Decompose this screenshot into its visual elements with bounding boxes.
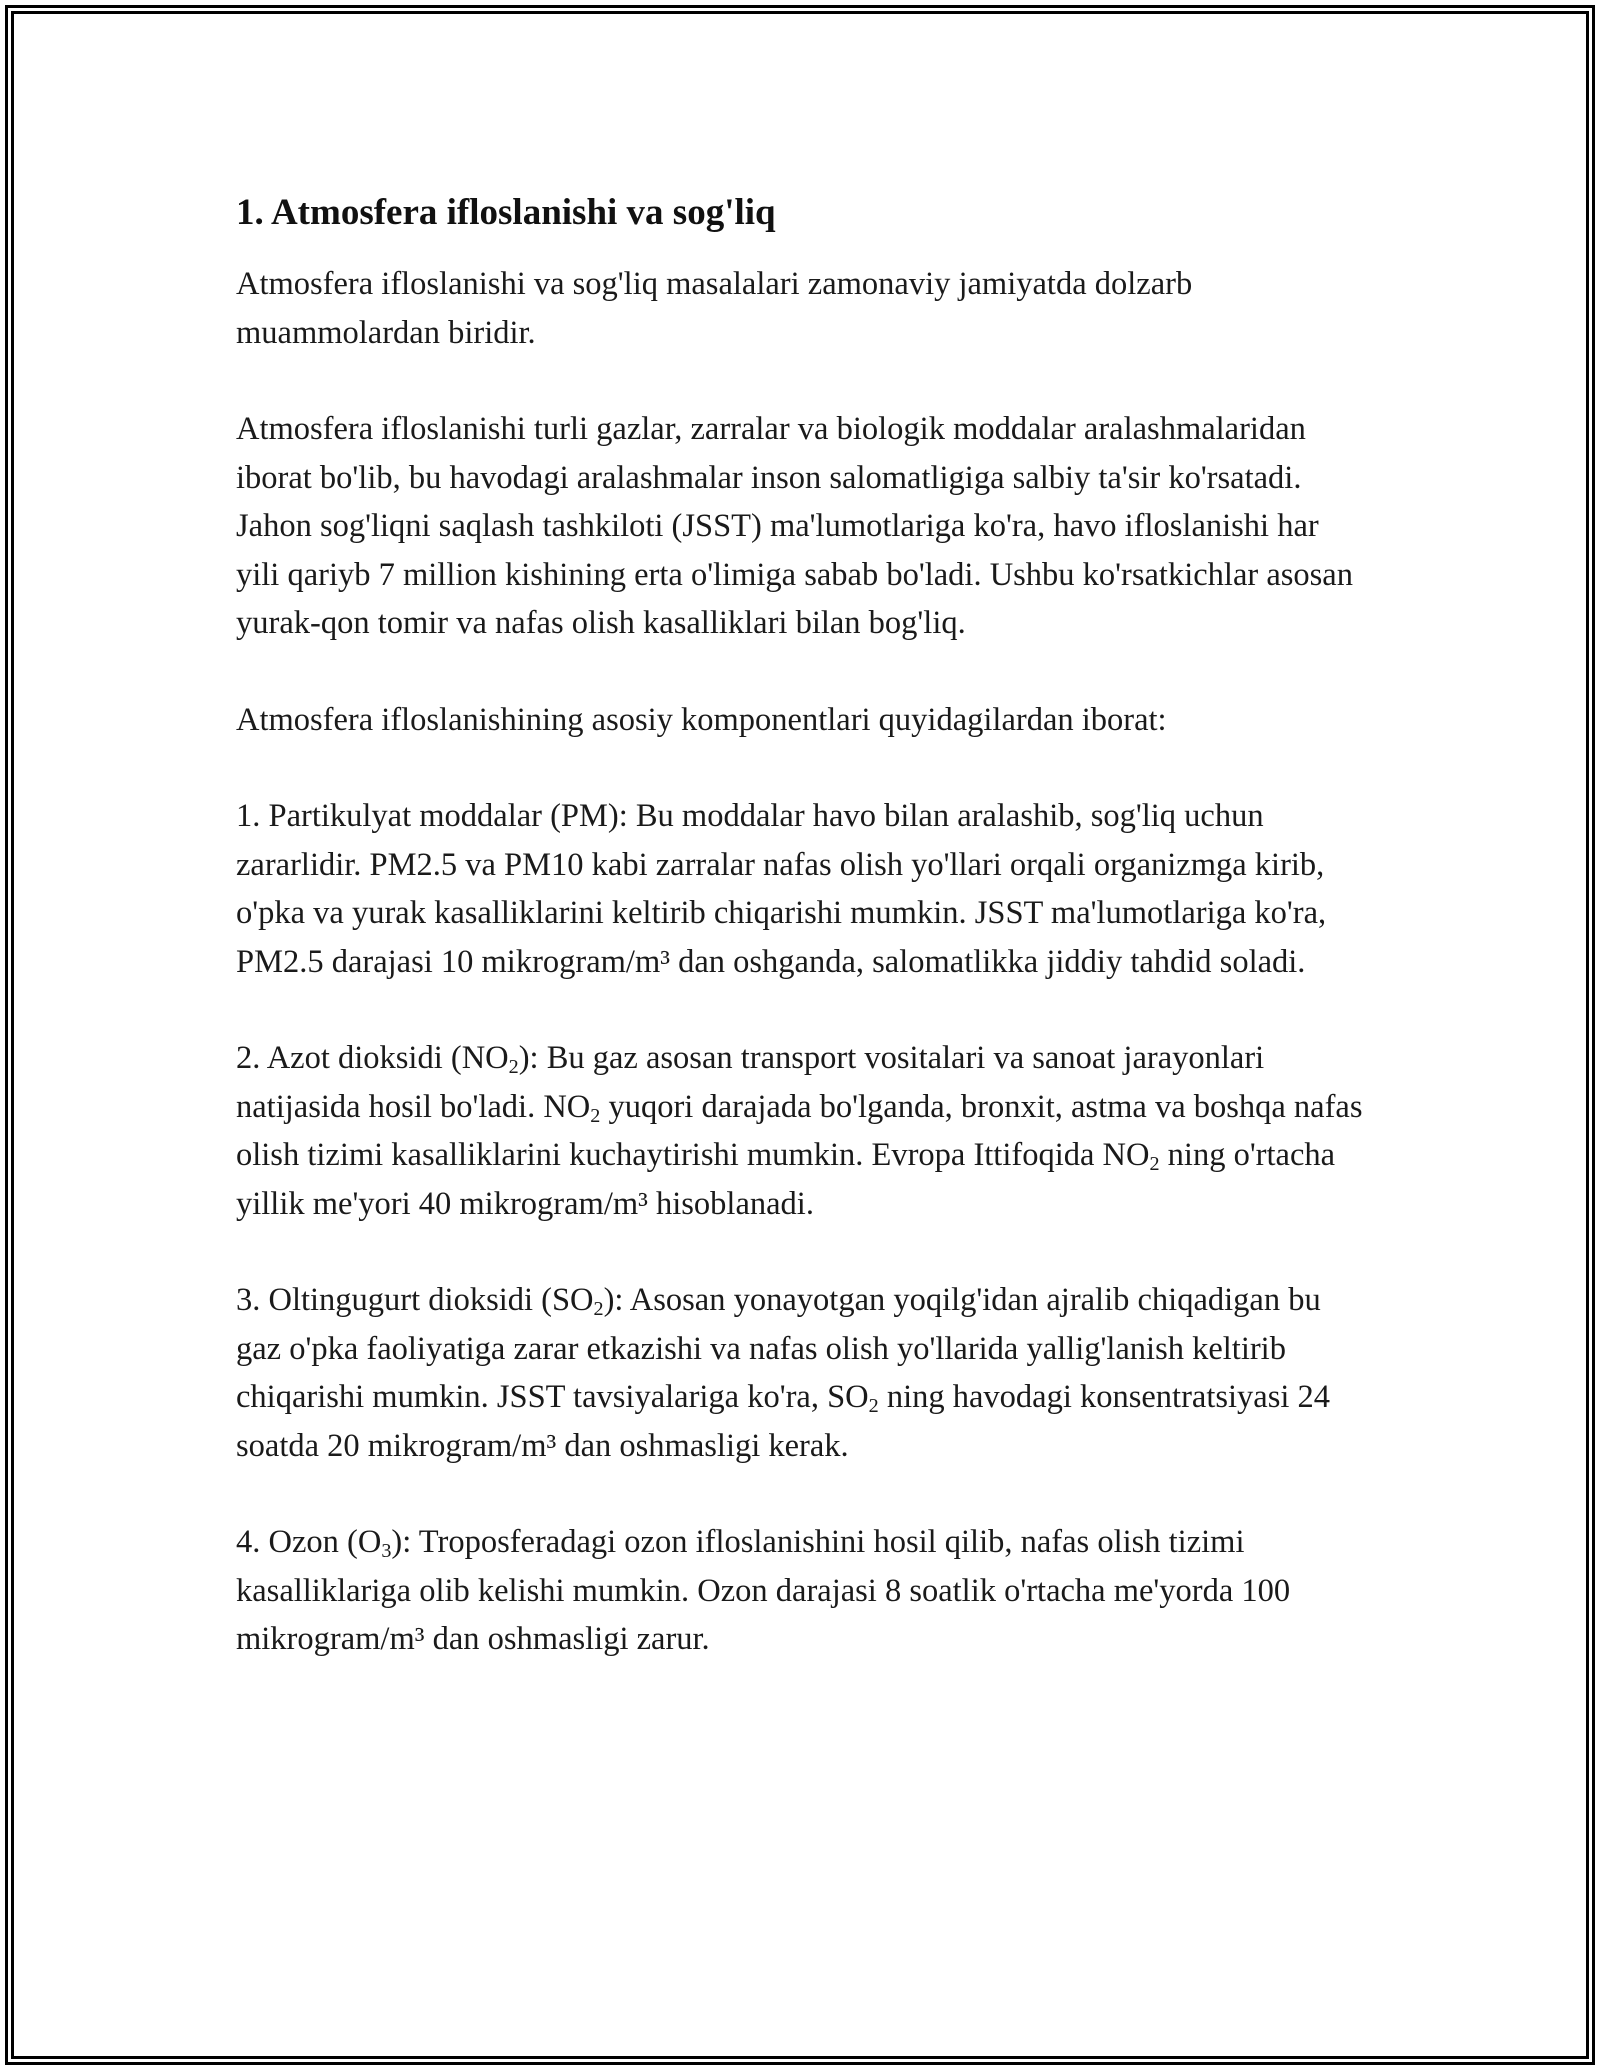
item3-subscript-1: 2 (593, 1298, 604, 1321)
overview-paragraph: Atmosfera ifloslanishi turli gazlar, zarralar va biologik moddalar aralashmalaridan iborat bo'lib, bu havodagi aralashmalar inson salomatligiga salbiy ta'sir ko'rsatadi. Jahon sog'liqni saqlash tashkiloti (JSST) ma'lumotlariga ko'ra, havo ifloslanishi har yili qariyb 7 million kishining erta o'limiga sabab bo'ladi. Ushbu ko'rsatkichlar asosan yurak-qon tomir va nafas olish kasalliklari bilan bog'liq. (236, 411, 1353, 641)
item4-subscript-1: 3 (381, 1540, 392, 1563)
item3-text-3: ning havodagi konsentratsiyasi 24 soatda 20 mikrogram/m³ dan oshmasligi kerak. (236, 1379, 1331, 1464)
item2-text-4: ning o'rtacha yillik me'yori 40 mikrogram/m³ hisoblanadi. (236, 1137, 1336, 1222)
item2-text-1: 2. Azot dioksidi (NO (236, 1040, 509, 1076)
list-item-nitrogen-dioxide (236, 1034, 1366, 1228)
list-item-sulfur-dioxide (236, 1276, 1366, 1470)
item2-text-2: ): Bu gaz asosan transport vositalari va sanoat jarayonlari natijasida hosil bo'ladi. NO (236, 1040, 1265, 1125)
item2-text-3: yuqori darajada bo'lganda, bronxit, astma va boshqa nafas olish tizimi kasalliklarini kuchaytirishi mumkin. Evropa Ittifoqida NO (236, 1088, 1363, 1173)
list-item-ozone (236, 1518, 1366, 1664)
item2-subscript-2: 2 (590, 1104, 601, 1127)
section-title: 1. Atmosfera ifloslanishi va sog'liq (236, 192, 776, 233)
item3-text-2: ): Asosan yonayotgan yoqilg'idan ajralib chiqadigan bu gaz o'pka faoliyatiga zarar etkazishi va nafas olish yo'llarida yallig'lanish keltirib chiqarishi mumkin. JSST tavsiyalariga ko'ra, SO (236, 1282, 1321, 1415)
item3-subscript-2: 2 (868, 1395, 879, 1418)
item2-subscript-3: 2 (1149, 1153, 1160, 1176)
list-item-particulate-matter: 1. Partikulyat moddalar (PM): Bu moddalar havo bilan aralashib, sog'liq uchun zararlidir. PM2.5 va PM10 kabi zarralar nafas olish yo'llari orqali organizmga kirib, o'pka va yurak kasalliklarini keltirib chiqarishi mumkin. JSST ma'lumotlariga ko'ra, PM2.5 darajasi 10 mikrogram/m³ dan oshganda, salomatlikka jiddiy tahdid soladi. (236, 798, 1327, 980)
item3-text-1: 3. Oltingugurt dioksidi (SO (236, 1282, 594, 1318)
components-intro-paragraph: Atmosfera ifloslanishining asosiy komponentlari quyidagilardan iborat: (236, 701, 1167, 738)
item2-subscript-1: 2 (508, 1056, 519, 1079)
item4-text-1: 4. Ozon (O (236, 1524, 382, 1560)
item4-text-2: ): Troposferadagi ozon ifloslanishini hosil qilib, nafas olish tizimi kasalliklariga olib kelishi mumkin. Ozon darajasi 8 soatlik o'rtacha me'yorda 100 mikrogram/m³ dan oshmasligi zarur. (236, 1524, 1291, 1657)
intro-paragraph: Atmosfera ifloslanishi va sog'liq masalalari zamonaviy jamiyatda dolzarb muammolardan biridir. (236, 266, 1193, 351)
document-body (236, 186, 1366, 1712)
